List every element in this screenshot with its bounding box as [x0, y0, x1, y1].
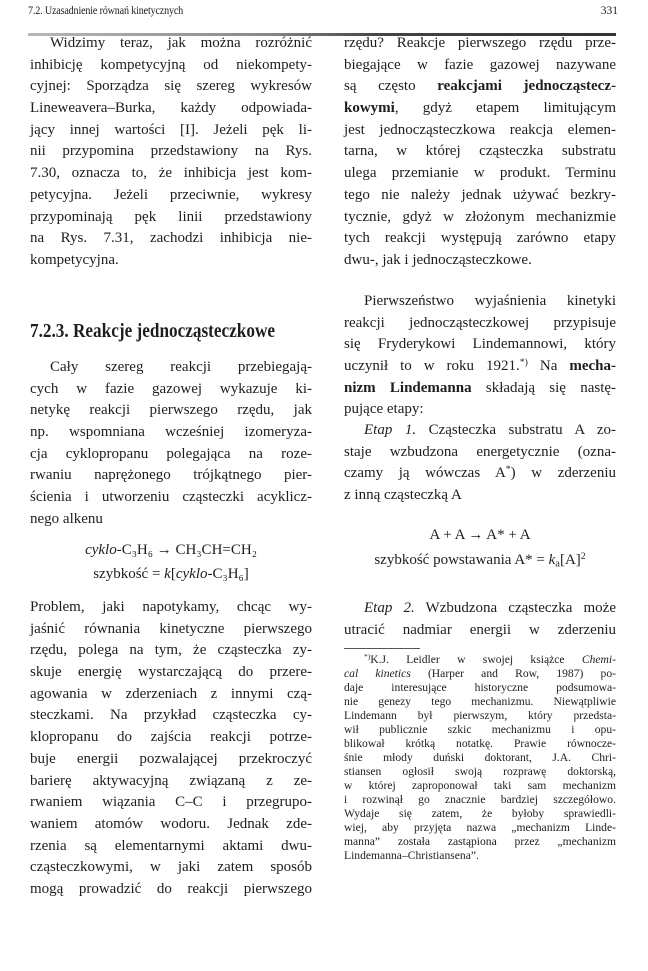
text-segment: rwaniem wiązania C–C i przegrupo- — [30, 794, 312, 811]
text-segment: np. wspomniana wcześniej izomeryza- — [30, 424, 312, 441]
text-line — [344, 598, 616, 620]
text-segment: rzenia są elementarnymi aktami dwu- — [30, 837, 312, 854]
text-line — [344, 207, 616, 229]
text-segment: waniem atomów wodoru. Jednak zde- — [30, 815, 312, 832]
eq-lhs: szybkość = — [93, 566, 165, 582]
text-segment: Lindemann był pierwszym, który przedsta- — [344, 709, 616, 722]
text-line — [30, 857, 312, 879]
text-segment: Na — [527, 358, 570, 375]
text-line — [30, 185, 312, 207]
text-segment: i rozwinął go znacznie bardziej szczegółowo. — [344, 793, 616, 806]
text-segment: manna” została zastąpiona przez „mechanizm — [344, 835, 616, 848]
text-segment: Problem, jaki napotykamy, chcąc wy- — [30, 599, 312, 615]
text-segment: tarna, w której cząsteczka substratu — [344, 143, 616, 160]
text-line — [30, 400, 312, 422]
text-line — [30, 357, 312, 379]
text-line — [344, 356, 616, 378]
text-line — [344, 737, 616, 751]
text-segment: rwaniu naprężonego trójkątnego pier- — [30, 467, 312, 484]
text-segment: ) w zderzeniu — [510, 465, 616, 482]
text-segment: 7.30, oznacza to, że inhibicja jest kom- — [30, 165, 312, 182]
text-line — [30, 120, 312, 142]
text-line — [344, 250, 616, 272]
text-segment: Pierwszeństwo wyjaśnienia kinetyki — [364, 293, 616, 309]
text-segment: kowymi — [344, 100, 395, 117]
text-segment: petycyjna. Jeżeli przeciwnie, wykresy — [30, 186, 312, 203]
text-line — [30, 250, 312, 272]
text-line — [30, 814, 312, 836]
text-segment: się Fryderykowi Lindemannowi, który — [344, 336, 616, 353]
text-segment: skuje energię wystarczającą do przere- — [30, 664, 312, 681]
text-line — [344, 399, 616, 421]
text-line — [30, 509, 312, 531]
text-segment: Widzimy teraz, jak można rozróżnić — [50, 35, 312, 51]
text-segment: Lineweavera–Burka, każdy odpowiada- — [30, 100, 312, 117]
text-segment: Cząsteczka substratu A zo- — [416, 422, 616, 438]
text-segment: Wydaje się zatem, że byłoby sprawiedli- — [344, 807, 616, 820]
text-line — [344, 751, 616, 765]
text-line — [344, 723, 616, 737]
text-segment: są często — [344, 78, 438, 95]
text-segment: rzędu? Reakcje pierwszego rzędu prze- — [344, 35, 616, 51]
equation-cyclopropane — [30, 542, 312, 559]
text-line — [30, 228, 312, 250]
text-segment: kompetycyjna. — [30, 251, 119, 268]
text-line — [344, 228, 616, 250]
text-line — [344, 291, 616, 313]
eq-lhs: szybkość powstawania A* = — [374, 552, 549, 568]
page-number: 331 — [600, 5, 618, 17]
paragraph-lindemann — [344, 291, 616, 421]
text-segment: barierę aktywacyjną związaną z ze- — [30, 772, 312, 789]
text-segment: cal kinetics — [344, 667, 411, 680]
text-segment: (Harper and Row, 1987) po- — [410, 667, 616, 680]
text-segment: tycznie, gdyż w złożonym mechanizmie — [344, 208, 616, 225]
text-segment: klopropanu do zajścia reakcji potrze- — [30, 729, 312, 746]
text-segment: nego alkenu — [30, 510, 103, 527]
text-segment: blikował krótką notatkę. Prawie równocze- — [344, 737, 616, 750]
text-line — [344, 807, 616, 821]
text-line — [344, 681, 616, 695]
text-line — [30, 640, 312, 662]
text-segment: buje energii pozwalającej przekroczyć — [30, 750, 312, 767]
text-segment: tych reakcji występują zarówno etapy — [344, 230, 616, 247]
text-segment: netykę reakcji pierwszego rzędu, jak — [30, 402, 312, 419]
eq-rest: -C₃H₆] — [207, 566, 249, 582]
text-line — [344, 695, 616, 709]
text-segment: na Rys. 7.31, zachodzi inhibicja nie- — [30, 230, 312, 247]
text-line — [30, 836, 312, 858]
text-line — [344, 185, 616, 207]
text-segment: agowania w zderzeniach z innymi czą- — [30, 685, 312, 702]
text-line — [344, 141, 616, 163]
eq-k: k — [164, 566, 171, 582]
text-segment: Wzbudzona cząsteczka może — [414, 600, 616, 616]
text-segment: jaśnić równania kinetyczne pierwszego — [30, 620, 312, 637]
text-line — [344, 849, 616, 863]
text-line — [30, 705, 312, 727]
eq-reaction: -C₃H₆ → CH₃CH=CH₂ — [116, 542, 257, 558]
text-line — [344, 76, 616, 98]
text-line — [30, 749, 312, 771]
text-line — [344, 33, 616, 55]
text-line — [344, 463, 616, 485]
text-segment: ulega przemianie w produkt. Terminu — [344, 165, 616, 182]
text-segment: *) — [519, 357, 528, 369]
text-line — [30, 163, 312, 185]
text-segment: steczkami. Na przykład cząsteczka cy- — [30, 707, 312, 724]
text-segment: *) — [364, 652, 371, 662]
text-line — [344, 779, 616, 793]
text-line — [344, 620, 616, 642]
text-segment: Cały szereg reakcji przebiegają- — [50, 359, 312, 375]
text-line — [30, 141, 312, 163]
text-segment: tego nie należy jednak używać bezkry- — [344, 186, 616, 203]
text-line — [30, 771, 312, 793]
eq-bracket: [ — [170, 566, 176, 582]
paragraph-unimolecular-intro — [30, 357, 312, 531]
text-segment: utracić nadmiar energii w zderzeniu — [344, 621, 616, 638]
text-line — [344, 793, 616, 807]
text-line — [30, 55, 312, 77]
text-segment: składają się nastę- — [471, 379, 617, 396]
text-line — [30, 684, 312, 706]
text-segment: staje wzbudzona energetycznie (ozna- — [344, 443, 616, 460]
text-segment: mogą prowadzić do reakcji pierwszego — [30, 880, 312, 897]
text-segment: przypominają pęk linii przedstawiony — [30, 208, 312, 225]
text-segment: stiansen ogłosił swoją rozprawę doktorską, — [344, 765, 616, 778]
text-segment: jest jednocząsteczkowa reakcja elemen- — [344, 121, 616, 138]
eq-prefix: cyklo — [175, 566, 208, 582]
text-segment: jący innej wartości [I]. Jeżeli pęk li- — [30, 121, 312, 138]
text-segment: cja cyklopropanu polegająca na roze- — [30, 445, 312, 462]
text-segment: nie genezy tego mechanizmu. Niewątpliwie — [344, 695, 616, 708]
text-segment: z inną cząsteczką A — [344, 487, 462, 504]
text-line — [30, 487, 312, 509]
text-segment: dwu-, jak i jednocząsteczkowe. — [344, 251, 532, 268]
equation-rate-cyclopropane — [30, 566, 312, 583]
text-line — [30, 98, 312, 120]
text-line — [344, 313, 616, 335]
equation-activation: A + A → A* + A — [429, 527, 531, 543]
text-line — [344, 55, 616, 77]
text-line — [30, 792, 312, 814]
text-line — [344, 120, 616, 142]
text-segment: * — [505, 464, 511, 476]
text-segment: Chemi- — [581, 653, 616, 666]
text-segment: cząsteczkowymi, w jaki zatem sposób — [30, 859, 312, 876]
text-line — [344, 485, 616, 507]
text-line — [344, 821, 616, 835]
eq-exponent: 2 — [580, 551, 586, 563]
text-line — [30, 879, 312, 901]
text-line — [344, 765, 616, 779]
text-line — [30, 444, 312, 466]
text-line — [344, 378, 616, 400]
text-line — [344, 667, 616, 681]
footnote — [344, 653, 616, 863]
text-segment: czamy ją wówczas A — [344, 465, 506, 482]
text-segment: inhibicję kompetycyjną od niekompety- — [30, 56, 312, 73]
text-line — [344, 709, 616, 723]
section-heading: 7.2.3. Reakcje jednocząsteczkowe — [30, 320, 276, 342]
text-segment: cyjnej: Sporządza się szereg wykresów — [30, 78, 312, 95]
text-line — [344, 163, 616, 185]
text-segment: śnie młody duński doktorant, J.A. Chri- — [344, 751, 616, 764]
text-segment: Lindemanna–Christiansena”. — [344, 849, 479, 862]
text-segment: cych w fazie gazowej wykazuje ki- — [30, 380, 312, 397]
eq-subscript: a — [555, 558, 560, 570]
text-line — [30, 619, 312, 641]
footnote-rule — [344, 648, 420, 649]
text-segment: nizm Lindemanna — [344, 379, 472, 396]
text-line — [30, 379, 312, 401]
running-head-title: 7.2. Uzasadnienie równań kinetycznych — [28, 5, 184, 17]
text-line — [30, 662, 312, 684]
text-segment: Etap 2. — [364, 600, 415, 616]
text-segment: pujące etapy: — [344, 401, 424, 418]
paragraph-inhibition — [30, 33, 312, 272]
eq-k: k — [548, 552, 556, 568]
text-line — [30, 422, 312, 444]
text-line — [344, 442, 616, 464]
eq-rhs: [A] — [559, 552, 581, 568]
paragraph-first-order — [344, 33, 616, 272]
text-segment: mecha- — [569, 358, 616, 375]
text-line — [30, 76, 312, 98]
text-line — [30, 465, 312, 487]
text-segment: nii przypomina przedstawiony na Rys. — [30, 143, 312, 160]
text-line — [344, 98, 616, 120]
text-segment: daje interesujące historyczne podsumowa- — [344, 681, 616, 694]
paragraph-step-2 — [344, 598, 616, 641]
text-segment: rzędu, polega na tym, że cząsteczka zy- — [30, 642, 312, 659]
text-line — [30, 597, 312, 619]
text-segment: reakcji jednocząsteczkowej przypisuje — [344, 314, 616, 331]
text-segment: K.J. Leidler w swojej książce — [370, 653, 582, 666]
text-line — [344, 835, 616, 849]
paragraph-problem — [30, 597, 312, 901]
eq-prefix: cyklo — [85, 542, 117, 558]
text-segment: reakcjami jednocząstecz- — [437, 78, 616, 95]
text-segment: , gdyż etapem limitującym — [394, 100, 616, 117]
paragraph-step-1 — [344, 420, 616, 507]
text-segment: w której zaproponował taki sam mechanizm — [344, 779, 616, 792]
text-segment: uczynił to w roku 1921. — [344, 358, 520, 375]
text-segment: ścienia i utworzeniu cząsteczki acyklicz- — [30, 489, 312, 506]
text-line — [30, 727, 312, 749]
text-line — [344, 420, 616, 442]
text-segment: wił publicznie szkic mechanizmu i opu- — [344, 723, 616, 736]
text-line — [344, 334, 616, 356]
text-line — [30, 33, 312, 55]
text-line — [30, 207, 312, 229]
text-segment: wiej, aby przyjęta nazwa „mechanizm Linde- — [344, 821, 616, 834]
equation-rate-activation — [344, 552, 616, 569]
text-segment: Etap 1. — [364, 422, 417, 438]
text-segment: biegające w fazie gazowej nazywane — [344, 56, 616, 73]
text-line — [344, 653, 616, 667]
